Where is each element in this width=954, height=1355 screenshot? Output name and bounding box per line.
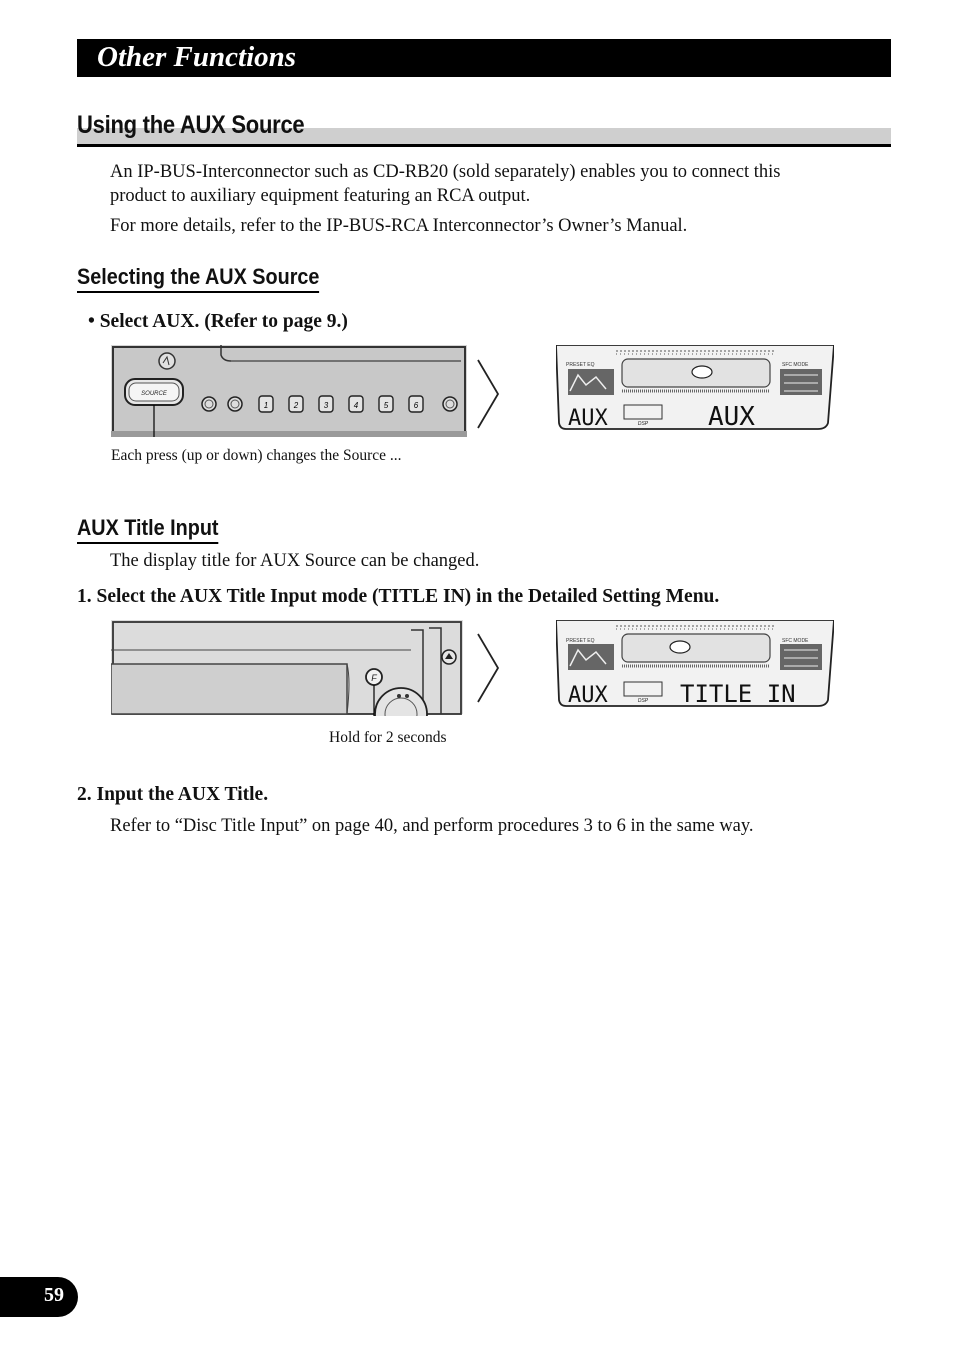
step-2-text: Refer to “Disc Title Input” on page 40, and perform procedures 3 to 6 in the same way. bbox=[110, 816, 754, 836]
page-number: 59 bbox=[44, 1284, 64, 1306]
section-heading bbox=[77, 111, 891, 147]
display-left-text: AUX bbox=[568, 406, 608, 431]
preset-button-6[interactable] bbox=[409, 396, 423, 412]
preset-button-label: 5 bbox=[383, 401, 389, 410]
source-button[interactable] bbox=[125, 379, 183, 405]
display-aux-figure bbox=[556, 345, 834, 431]
arrow-right-icon bbox=[476, 358, 502, 430]
dsp-label: DSP bbox=[637, 421, 649, 427]
chapter-title: Other Functions bbox=[97, 41, 297, 73]
title-input-caption: Hold for 2 seconds bbox=[329, 729, 447, 746]
preset-eq-label: PRESET EQ bbox=[566, 362, 595, 368]
display-title-in-figure bbox=[556, 620, 834, 708]
preset-button-1[interactable] bbox=[259, 396, 273, 412]
display-left-text-2: AUX bbox=[568, 683, 608, 708]
subheading-selecting: Selecting the AUX Source bbox=[77, 264, 319, 293]
section-rule bbox=[77, 144, 891, 147]
preset-button-label: 4 bbox=[353, 401, 359, 410]
display-main-text: AUX bbox=[708, 402, 755, 431]
sfc-mode-label: SFC MODE bbox=[782, 362, 809, 368]
preset-button-label: 1 bbox=[263, 401, 269, 410]
intro-paragraph-2: For more details, refer to the IP-BUS-RCA Interconnector’s Owner’s Manual. bbox=[110, 216, 688, 236]
f-button-label: F bbox=[371, 673, 377, 683]
intro-line-1: An IP-BUS-Interconnector such as CD-RB20 (sold separately) enables you to connect this bbox=[110, 162, 781, 182]
sfc-mode-label-2: SFC MODE bbox=[782, 638, 809, 644]
step-1: 1. Select the AUX Title Input mode (TITLE IN) in the Detailed Setting Menu. bbox=[77, 586, 720, 607]
display-main-text-2: TITLE IN bbox=[680, 680, 796, 708]
preset-button-2[interactable] bbox=[289, 396, 303, 412]
select-aux-bullet: • Select AUX. (Refer to page 9.) bbox=[88, 311, 348, 332]
dsp-label-2: DSP bbox=[637, 698, 649, 704]
preset-eq-label-2: PRESET EQ bbox=[566, 638, 595, 644]
section-title: Using the AUX Source bbox=[77, 111, 305, 139]
preset-button-4[interactable] bbox=[349, 396, 363, 412]
intro-paragraph-1 bbox=[110, 160, 870, 208]
preset-button-label: 2 bbox=[293, 401, 299, 410]
chapter-header bbox=[77, 39, 891, 77]
page-number-tab bbox=[0, 1277, 78, 1317]
step-2: 2. Input the AUX Title. bbox=[77, 784, 269, 805]
arrow-right-icon-2 bbox=[476, 632, 502, 704]
preset-button-3[interactable] bbox=[319, 396, 333, 412]
preset-button-5[interactable] bbox=[379, 396, 393, 412]
intro-line-2: product to auxiliary equipment featuring an RCA output. bbox=[110, 186, 531, 206]
source-button-label: SOURCE bbox=[141, 391, 167, 397]
f-button[interactable] bbox=[366, 669, 382, 685]
title-input-intro: The display title for AUX Source can be changed. bbox=[110, 551, 480, 571]
preset-button-label: 3 bbox=[323, 401, 329, 410]
preset-button-label: 6 bbox=[413, 401, 419, 410]
head-unit-panel-figure bbox=[111, 345, 469, 437]
subheading-title-input: AUX Title Input bbox=[77, 515, 219, 544]
head-unit-f-figure bbox=[111, 620, 465, 716]
selecting-caption: Each press (up or down) changes the Source ... bbox=[111, 447, 402, 464]
